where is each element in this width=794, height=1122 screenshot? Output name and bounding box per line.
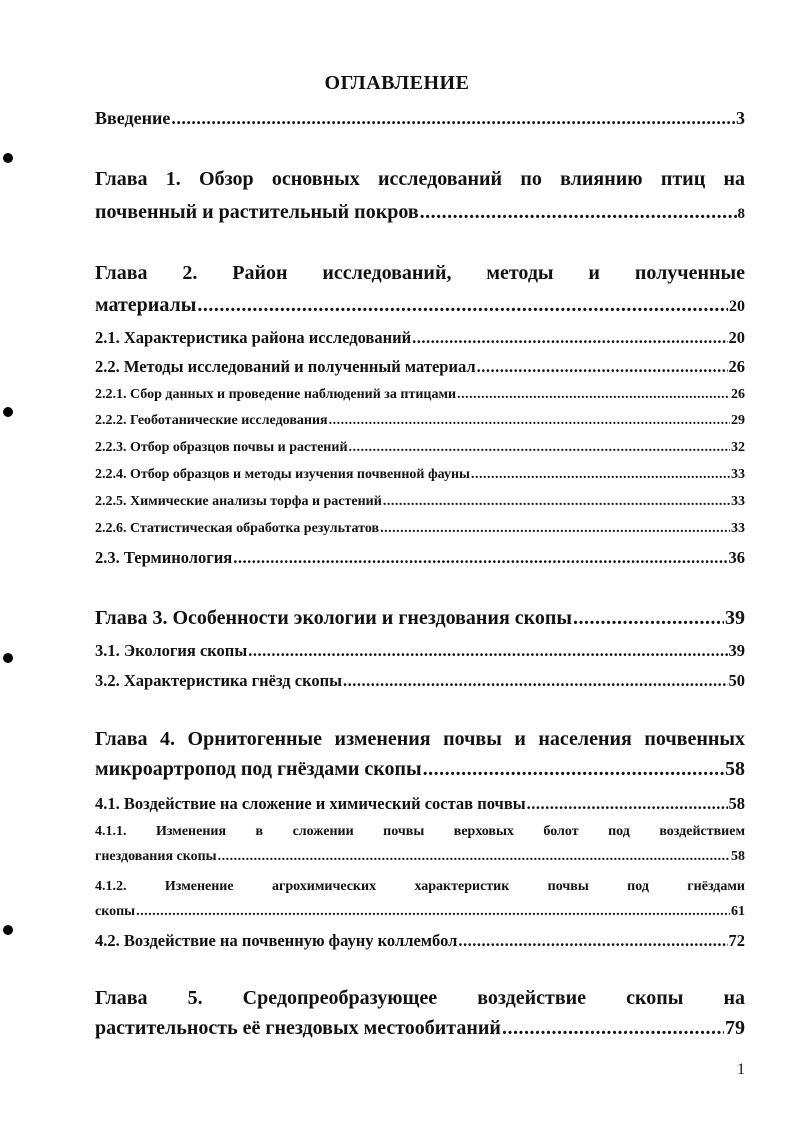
punch-hole: [3, 153, 13, 163]
toc-entry-section-3-2[interactable]: [95, 671, 745, 691]
toc-entry-page: 33: [731, 467, 745, 482]
toc-entry-section-3-1[interactable]: [95, 641, 745, 661]
toc-entry-page: 58: [728, 794, 745, 813]
toc-entry-page: 33: [731, 494, 745, 509]
dot-leader: [527, 794, 728, 814]
dot-leader: [233, 548, 727, 568]
toc-entry-section-2-2-2[interactable]: [95, 413, 745, 429]
toc-entry-label-line-1: Глава 1. Обзор основных исследований по влиянию птиц на: [95, 168, 745, 190]
toc-entry-page: 29: [731, 413, 745, 428]
toc-entry-section-2-3[interactable]: [95, 548, 745, 568]
toc-entry-page: 39: [728, 641, 745, 660]
toc-entry-label-line-1: Глава 4. Орнитогенные изменения почвы и населения почвенных: [95, 728, 745, 750]
toc-entry-section-4-1-1[interactable]: [95, 824, 745, 865]
dot-leader: [349, 440, 730, 456]
toc-entry-chapter-1[interactable]: [95, 168, 745, 224]
toc-entry-page: 58: [725, 758, 745, 780]
toc-entry-page: 50: [728, 671, 745, 690]
dot-leader: [197, 294, 728, 317]
toc-entry-label: 2.2.3. Отбор образцов почвы и растений: [95, 440, 348, 455]
toc-entry-label-line-2: скопы: [95, 904, 136, 919]
dot-leader: [420, 201, 737, 224]
toc-entry-label-line-2: почвенный и растительный покров: [95, 201, 419, 223]
toc-entry-label-line-2: растительность её гнездовых местообитаний: [95, 1017, 501, 1039]
toc-entry-page: 33: [731, 521, 745, 536]
toc-entry-label: 2.2.2. Геоботанические исследования: [95, 413, 328, 428]
toc-entry-section-2-2[interactable]: [95, 357, 745, 377]
toc-entry-section-2-2-3[interactable]: [95, 440, 745, 456]
toc-entry-introduction[interactable]: [95, 108, 745, 129]
toc-entry-label: Глава 3. Особенности экологии и гнездования скопы: [95, 607, 573, 629]
toc-entry-page: 8: [737, 206, 745, 222]
toc-entry-label: 2.2.1. Сбор данных и проведение наблюдений за птицами: [95, 387, 457, 402]
dot-leader: [457, 387, 730, 403]
dot-leader: [343, 671, 727, 691]
dot-leader: [136, 904, 730, 920]
toc-entry-chapter-5[interactable]: [95, 987, 745, 1040]
toc-entry-page: 61: [731, 904, 745, 919]
toc-entry-page: 26: [731, 387, 745, 402]
page-title: ОГЛАВЛЕНИЕ: [324, 72, 470, 94]
toc-entry-section-4-1-2[interactable]: [95, 879, 745, 920]
toc-entry-label-line-1: 4.1.2. Изменение агрохимических характеристик почвы под гнёздами: [95, 879, 745, 894]
toc-entry-section-4-1[interactable]: [95, 794, 745, 814]
toc-entry-section-2-1[interactable]: [95, 328, 745, 348]
toc-entry-section-2-2-1[interactable]: [95, 387, 745, 403]
toc-entry-label-line-1: Глава 2. Район исследований, методы и полученные: [95, 262, 745, 284]
toc-entry-section-2-2-6[interactable]: [95, 521, 745, 537]
toc-entry-page: 32: [731, 440, 745, 455]
toc-entry-page: 36: [728, 548, 745, 567]
toc-entry-section-4-2[interactable]: [95, 931, 745, 951]
dot-leader: [471, 467, 730, 483]
dot-leader: [458, 931, 727, 951]
dot-leader: [380, 521, 730, 537]
dot-leader: [423, 758, 724, 781]
punch-hole: [3, 925, 13, 935]
toc-entry-label: 2.3. Терминология: [95, 548, 233, 567]
toc-entry-label-line-2: материалы: [95, 294, 197, 316]
dot-leader: [329, 413, 730, 429]
toc-entry-label-line-2: гнездования скопы: [95, 849, 217, 864]
toc-entry-label: 4.2. Воздействие на почвенную фауну коллембол: [95, 931, 458, 950]
toc-entry-section-2-2-4[interactable]: [95, 467, 745, 483]
punch-hole: [3, 407, 13, 417]
toc-entry-label-line-2: микроартропод под гнёздами скопы: [95, 758, 422, 780]
dot-leader: [171, 108, 735, 129]
page-number: 1: [737, 1061, 745, 1078]
toc-entry-label: 2.2.5. Химические анализы торфа и растений: [95, 494, 382, 509]
toc-entry-label: 2.2.6. Статистическая обработка результатов: [95, 521, 380, 536]
toc-entry-label-line-1: Глава 5. Средопреобразующее воздействие скопы на: [95, 987, 745, 1009]
toc-entry-page: 20: [728, 328, 745, 347]
toc-entry-label-line-1: 4.1.1. Изменения в сложении почвы верховых болот под воздействием: [95, 824, 745, 839]
toc-entry-label: 4.1. Воздействие на сложение и химический состав почвы: [95, 794, 526, 813]
toc-entry-label: 3.2. Характеристика гнёзд скопы: [95, 671, 343, 690]
toc-entry-page: 79: [725, 1017, 745, 1039]
toc-entry-chapter-2[interactable]: [95, 262, 745, 317]
toc-entry-label: 2.2. Методы исследований и полученный материал: [95, 357, 476, 376]
dot-leader: [383, 494, 730, 510]
dot-leader: [218, 849, 730, 865]
toc-entry-label: 2.1. Характеристика района исследований: [95, 328, 412, 347]
dot-leader: [248, 641, 727, 661]
punch-hole: [3, 653, 13, 663]
toc-entry-label: 3.1. Экология скопы: [95, 641, 248, 660]
toc-entry-chapter-4[interactable]: [95, 728, 745, 781]
toc-entry-page: 26: [728, 357, 745, 376]
toc-entry-label: Введение: [95, 108, 171, 128]
toc-entry-section-2-2-5[interactable]: [95, 494, 745, 510]
toc-entry-label: 2.2.4. Отбор образцов и методы изучения почвенной фауны: [95, 467, 470, 482]
toc-entry-page: 58: [731, 849, 745, 864]
toc-entry-page: 72: [728, 931, 745, 950]
dot-leader: [412, 328, 727, 348]
toc-entry-page: 3: [736, 108, 745, 128]
dot-leader: [502, 1017, 724, 1040]
toc-entry-chapter-3[interactable]: [95, 607, 745, 630]
dot-leader: [477, 357, 728, 377]
toc-entry-page: 20: [729, 298, 745, 315]
dot-leader: [573, 607, 724, 630]
toc-entry-page: 39: [725, 607, 745, 629]
